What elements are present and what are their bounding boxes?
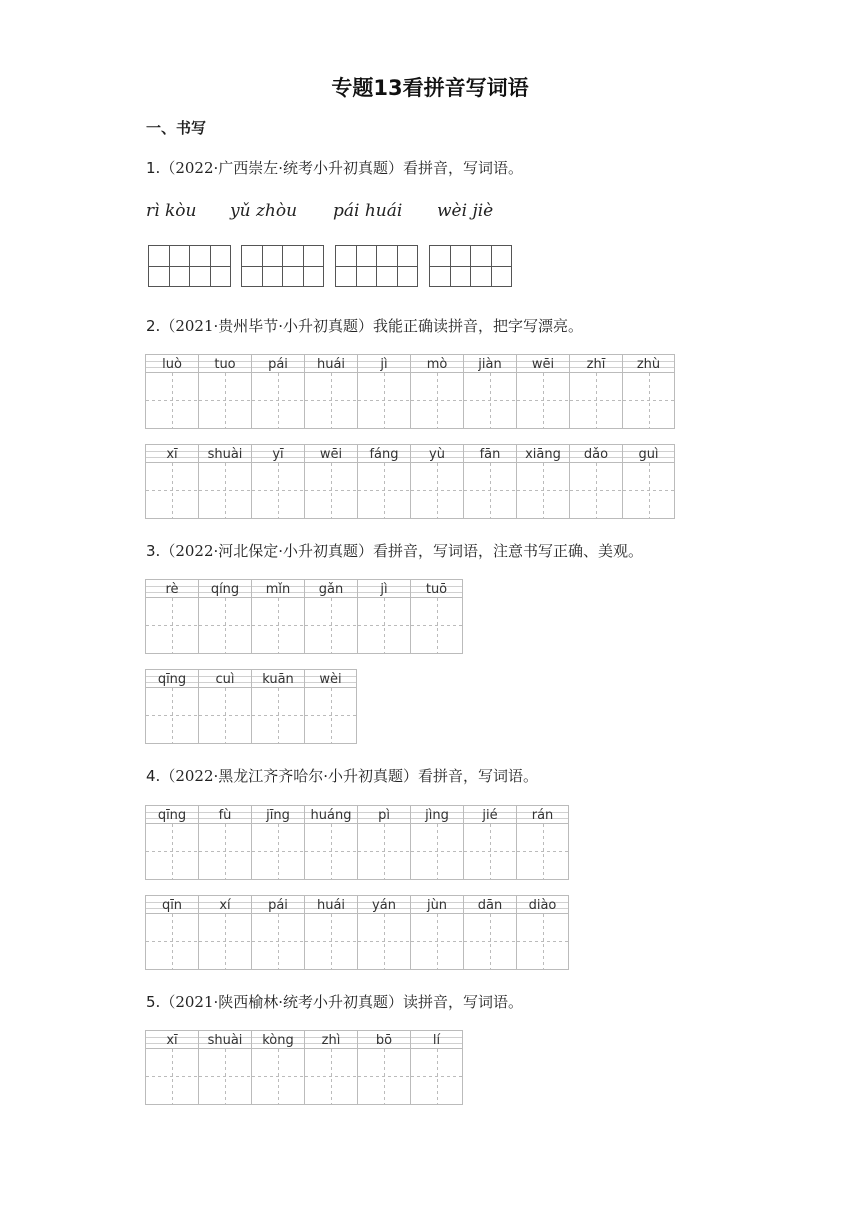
character-box[interactable]	[145, 914, 198, 970]
pinyin-label: jīng	[251, 805, 304, 824]
character-box[interactable]	[198, 373, 251, 429]
pinyin-label: xiāng	[516, 444, 569, 463]
character-box[interactable]	[357, 373, 410, 429]
character-box[interactable]	[251, 598, 304, 654]
pinyin-label: gǎn	[304, 579, 357, 598]
character-box[interactable]	[145, 373, 198, 429]
character-box[interactable]	[304, 373, 357, 429]
pinyin-label: mò	[410, 354, 463, 373]
question-2: 2.（2021·贵州毕节·小升初真题）我能正确读拼音，把字写漂亮。	[146, 317, 584, 335]
character-box[interactable]	[304, 463, 357, 519]
question-source: （2021·陕西榆林·统考小升初真题）	[160, 993, 404, 1011]
pinyin-label: huái	[304, 354, 357, 373]
pinyin-label: bō	[357, 1030, 410, 1049]
question-number: 1	[146, 159, 156, 177]
pinyin-label: pì	[357, 805, 410, 824]
pinyin-label: shuài	[198, 444, 251, 463]
character-box[interactable]	[198, 598, 251, 654]
question-source: （2022·广西崇左·统考小升初真题）	[160, 159, 404, 177]
pinyin-label: shuài	[198, 1030, 251, 1049]
character-box[interactable]	[145, 824, 198, 880]
question-5: 5.（2021·陕西榆林·统考小升初真题）读拼音，写词语。	[146, 993, 524, 1011]
character-box[interactable]	[198, 463, 251, 519]
character-box[interactable]	[516, 463, 569, 519]
character-box[interactable]	[304, 914, 357, 970]
pinyin-label: cuì	[198, 669, 251, 688]
character-box[interactable]	[463, 373, 516, 429]
tianzige-cell[interactable]	[282, 245, 324, 287]
character-box[interactable]	[357, 824, 410, 880]
pinyin-word: yǔ zhòu	[230, 201, 298, 221]
character-box[interactable]	[198, 824, 251, 880]
question-number: 4	[146, 767, 156, 785]
character-box[interactable]	[304, 824, 357, 880]
question-number: 2	[146, 317, 156, 335]
question-number: 3	[146, 542, 156, 560]
pinyin-label: huái	[304, 895, 357, 914]
question-3: 3.（2022·河北保定·小升初真题）看拼音，写词语，注意书写正确、美观。	[146, 542, 644, 560]
character-box[interactable]	[251, 463, 304, 519]
pinyin-label: dǎo	[569, 444, 622, 463]
character-box[interactable]	[410, 598, 463, 654]
character-box[interactable]	[145, 598, 198, 654]
character-box[interactable]	[463, 914, 516, 970]
pinyin-label: xī	[145, 444, 198, 463]
pinyin-label: luò	[145, 354, 198, 373]
pinyin-label: dān	[463, 895, 516, 914]
character-box[interactable]	[516, 914, 569, 970]
character-box[interactable]	[357, 1049, 410, 1105]
character-box[interactable]	[410, 463, 463, 519]
question-instruction: 看拼音，写词语。	[403, 159, 524, 177]
character-box[interactable]	[357, 463, 410, 519]
character-box[interactable]	[198, 688, 251, 744]
character-box[interactable]	[410, 824, 463, 880]
question-instruction: 看拼音，写词语。	[418, 767, 539, 785]
pinyin-label: pái	[251, 895, 304, 914]
pinyin-label: diào	[516, 895, 569, 914]
character-box[interactable]	[410, 1049, 463, 1105]
question-4: 4.（2022·黑龙江齐齐哈尔·小升初真题）看拼音，写词语。	[146, 767, 539, 785]
pinyin-label: kuān	[251, 669, 304, 688]
pinyin-label: yán	[357, 895, 410, 914]
pinyin-label: fān	[463, 444, 516, 463]
pinyin-label: jì	[357, 354, 410, 373]
character-box[interactable]	[516, 373, 569, 429]
character-box[interactable]	[622, 463, 675, 519]
character-box[interactable]	[410, 914, 463, 970]
pinyin-label: qīng	[145, 805, 198, 824]
question-number: 5	[146, 993, 156, 1011]
question-1: 1.（2022·广西崇左·统考小升初真题）看拼音，写词语。	[146, 159, 524, 177]
pinyin-label: jì	[357, 579, 410, 598]
character-box[interactable]	[357, 598, 410, 654]
pinyin-label: jiàn	[463, 354, 516, 373]
question-source: （2021·贵州毕节·小升初真题）	[160, 317, 374, 335]
pinyin-label: qīn	[145, 895, 198, 914]
character-box[interactable]	[198, 1049, 251, 1105]
question-instruction: 读拼音，写词语。	[403, 993, 524, 1011]
pinyin-label: mǐn	[251, 579, 304, 598]
pinyin-label: xí	[198, 895, 251, 914]
tianzige-cell[interactable]	[470, 245, 512, 287]
pinyin-label: yù	[410, 444, 463, 463]
character-box[interactable]	[251, 688, 304, 744]
question-instruction: 看拼音，写词语，注意书写正确、美观。	[373, 542, 644, 560]
character-box[interactable]	[357, 914, 410, 970]
pinyin-label: qíng	[198, 579, 251, 598]
pinyin-label: jié	[463, 805, 516, 824]
character-box[interactable]	[304, 688, 357, 744]
pinyin-label: tuō	[410, 579, 463, 598]
pinyin-label: pái	[251, 354, 304, 373]
character-box[interactable]	[304, 598, 357, 654]
pinyin-label: jìng	[410, 805, 463, 824]
pinyin-label: wēi	[304, 444, 357, 463]
pinyin-label: jùn	[410, 895, 463, 914]
pinyin-label: kòng	[251, 1030, 304, 1049]
tianzige-cell[interactable]	[189, 245, 231, 287]
pinyin-label: zhī	[569, 354, 622, 373]
pinyin-label: qīng	[145, 669, 198, 688]
pinyin-label: fáng	[357, 444, 410, 463]
pinyin-label: rè	[145, 579, 198, 598]
character-box[interactable]	[145, 688, 198, 744]
character-box[interactable]	[569, 463, 622, 519]
tianzige-cell[interactable]	[335, 245, 377, 287]
character-box[interactable]	[569, 373, 622, 429]
pinyin-word: wèi jiè	[437, 201, 494, 221]
character-box[interactable]	[145, 1049, 198, 1105]
pinyin-label: rán	[516, 805, 569, 824]
question-source: （2022·黑龙江齐齐哈尔·小升初真题）	[160, 767, 419, 785]
pinyin-label: wēi	[516, 354, 569, 373]
character-box[interactable]	[304, 1049, 357, 1105]
tianzige-cell[interactable]	[148, 245, 190, 287]
tianzige-cell[interactable]	[241, 245, 283, 287]
pinyin-label: guì	[622, 444, 675, 463]
character-box[interactable]	[410, 373, 463, 429]
pinyin-label: yī	[251, 444, 304, 463]
pinyin-label: zhù	[622, 354, 675, 373]
character-box[interactable]	[463, 463, 516, 519]
character-box[interactable]	[251, 373, 304, 429]
pinyin-word: pái huái	[333, 201, 403, 221]
character-box[interactable]	[145, 463, 198, 519]
pinyin-label: tuo	[198, 354, 251, 373]
pinyin-label: zhì	[304, 1030, 357, 1049]
section-heading: 一、书写	[146, 119, 207, 137]
tianzige-cell[interactable]	[376, 245, 418, 287]
character-box[interactable]	[516, 824, 569, 880]
page-title: 专题13看拼音写词语	[331, 76, 529, 100]
character-box[interactable]	[251, 824, 304, 880]
character-box[interactable]	[463, 824, 516, 880]
character-box[interactable]	[251, 1049, 304, 1105]
character-box[interactable]	[622, 373, 675, 429]
pinyin-label: huáng	[304, 805, 357, 824]
pinyin-label: xī	[145, 1030, 198, 1049]
character-box[interactable]	[251, 914, 304, 970]
question-source: （2022·河北保定·小升初真题）	[160, 542, 374, 560]
character-box[interactable]	[198, 914, 251, 970]
pinyin-label: lí	[410, 1030, 463, 1049]
pinyin-label: fù	[198, 805, 251, 824]
pinyin-word: rì kòu	[146, 201, 197, 221]
question-instruction: 我能正确读拼音，把字写漂亮。	[373, 317, 584, 335]
pinyin-label: wèi	[304, 669, 357, 688]
tianzige-cell[interactable]	[429, 245, 471, 287]
